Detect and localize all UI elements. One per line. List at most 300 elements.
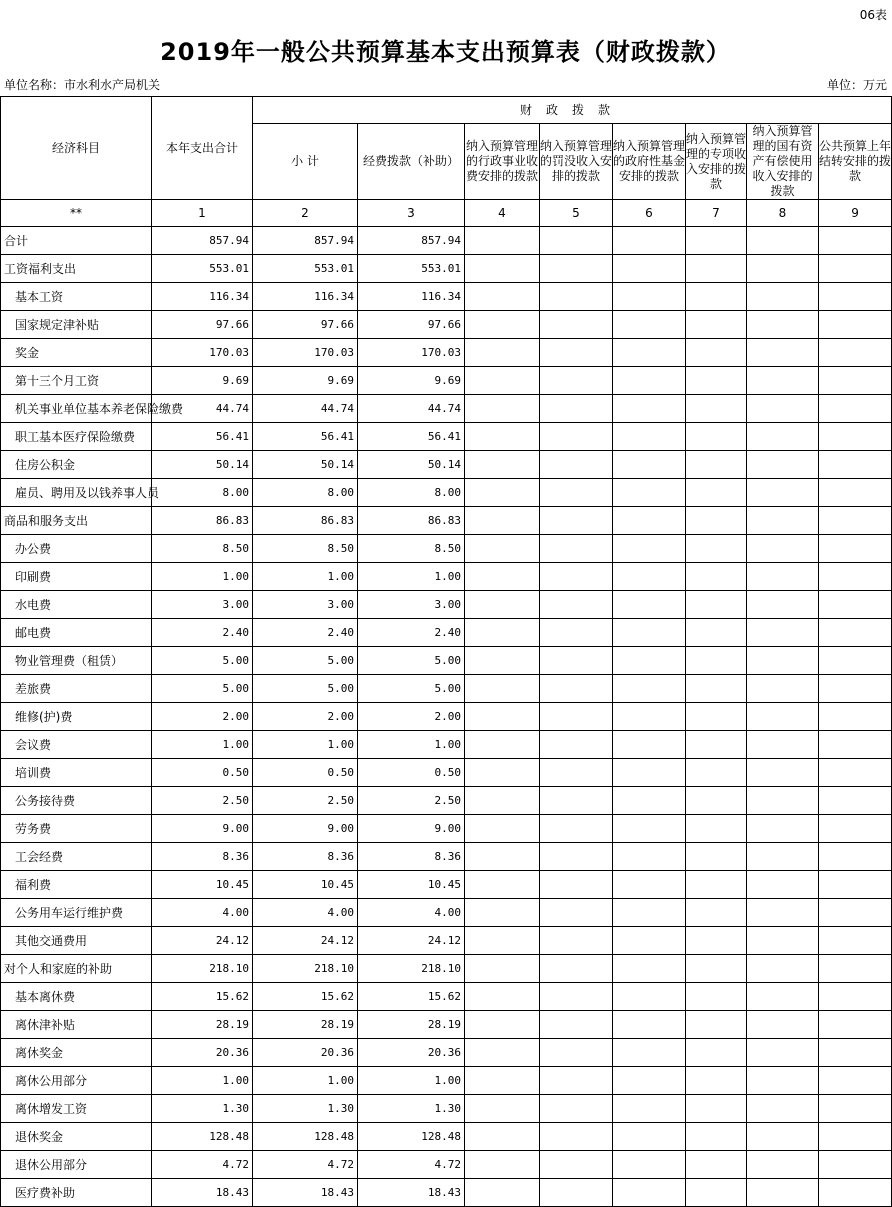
empty-cell xyxy=(747,815,819,843)
empty-cell xyxy=(613,1179,686,1207)
empty-cell xyxy=(465,871,540,899)
row-subtotal: 116.34 xyxy=(253,283,358,311)
row-funding: 20.36 xyxy=(358,1039,465,1067)
column-index: 1 xyxy=(152,200,253,227)
empty-cell xyxy=(747,535,819,563)
empty-cell xyxy=(465,1039,540,1067)
empty-cell xyxy=(465,731,540,759)
row-funding: 3.00 xyxy=(358,591,465,619)
empty-cell xyxy=(540,927,613,955)
empty-cell xyxy=(613,647,686,675)
table-row xyxy=(1,899,892,927)
row-subtotal: 5.00 xyxy=(253,675,358,703)
empty-cell xyxy=(686,283,747,311)
row-subtotal: 20.36 xyxy=(253,1039,358,1067)
form-number: 06表 xyxy=(859,8,887,22)
empty-cell xyxy=(465,395,540,423)
row-subtotal: 2.50 xyxy=(253,787,358,815)
empty-cell xyxy=(613,1123,686,1151)
empty-cell xyxy=(819,871,892,899)
row-total: 9.00 xyxy=(152,815,253,843)
table-row xyxy=(1,255,892,283)
row-subtotal: 8.50 xyxy=(253,535,358,563)
row-total: 86.83 xyxy=(152,507,253,535)
column-index: 9 xyxy=(819,200,892,227)
row-total: 2.00 xyxy=(152,703,253,731)
empty-cell xyxy=(465,1179,540,1207)
header-special-income: 纳入预算管理的专项收入安排的拨款 xyxy=(686,124,747,200)
header-funding-group: 财政拨款 xyxy=(253,97,892,124)
empty-cell xyxy=(465,675,540,703)
row-total: 97.66 xyxy=(152,311,253,339)
row-funding: 9.00 xyxy=(358,815,465,843)
row-subject: 离休津补贴 xyxy=(1,1011,152,1039)
empty-cell xyxy=(819,731,892,759)
row-funding: 116.34 xyxy=(358,283,465,311)
currency-unit-label: 单位：万元 xyxy=(826,78,887,92)
row-subject: 离休奖金 xyxy=(1,1039,152,1067)
empty-cell xyxy=(540,1039,613,1067)
row-funding: 18.43 xyxy=(358,1179,465,1207)
empty-cell xyxy=(540,843,613,871)
empty-cell xyxy=(819,339,892,367)
table-row xyxy=(1,339,892,367)
row-total: 3.00 xyxy=(152,591,253,619)
empty-cell xyxy=(819,1095,892,1123)
row-total: 8.50 xyxy=(152,535,253,563)
empty-cell xyxy=(540,423,613,451)
empty-cell xyxy=(540,1151,613,1179)
row-total: 10.45 xyxy=(152,871,253,899)
table-row xyxy=(1,815,892,843)
table-row xyxy=(1,1179,892,1207)
row-funding: 553.01 xyxy=(358,255,465,283)
empty-cell xyxy=(613,619,686,647)
empty-cell xyxy=(819,983,892,1011)
empty-cell xyxy=(613,563,686,591)
empty-cell xyxy=(540,1179,613,1207)
row-total: 15.62 xyxy=(152,983,253,1011)
empty-cell xyxy=(613,1039,686,1067)
empty-cell xyxy=(686,815,747,843)
row-subject: 印刷费 xyxy=(1,563,152,591)
table-row xyxy=(1,927,892,955)
row-total: 44.74 xyxy=(152,395,253,423)
empty-cell xyxy=(686,703,747,731)
row-total: 8.36 xyxy=(152,843,253,871)
empty-cell xyxy=(686,619,747,647)
row-funding: 218.10 xyxy=(358,955,465,983)
row-subtotal: 3.00 xyxy=(253,591,358,619)
row-total: 24.12 xyxy=(152,927,253,955)
header-gov-fund: 纳入预算管理的政府性基金安排的拨款 xyxy=(613,124,686,200)
empty-cell xyxy=(613,451,686,479)
row-funding: 5.00 xyxy=(358,675,465,703)
row-total: 4.72 xyxy=(152,1151,253,1179)
table-row xyxy=(1,563,892,591)
row-funding: 86.83 xyxy=(358,507,465,535)
empty-cell xyxy=(613,479,686,507)
header-funding: 经费拨款（补助） xyxy=(358,124,465,200)
row-total: 857.94 xyxy=(152,227,253,255)
row-subject: 离休增发工资 xyxy=(1,1095,152,1123)
row-subject: 奖金 xyxy=(1,339,152,367)
row-total: 218.10 xyxy=(152,955,253,983)
row-subject: 医疗费补助 xyxy=(1,1179,152,1207)
empty-cell xyxy=(686,507,747,535)
empty-cell xyxy=(465,563,540,591)
row-subject: 物业管理费（租赁） xyxy=(1,647,152,675)
row-subject: 国家规定津补贴 xyxy=(1,311,152,339)
table-row xyxy=(1,311,892,339)
column-index: 5 xyxy=(540,200,613,227)
empty-cell xyxy=(747,927,819,955)
empty-cell xyxy=(465,1095,540,1123)
empty-cell xyxy=(540,1095,613,1123)
empty-cell xyxy=(540,535,613,563)
row-total: 170.03 xyxy=(152,339,253,367)
empty-cell xyxy=(465,1123,540,1151)
empty-cell xyxy=(613,1067,686,1095)
table-row xyxy=(1,1067,892,1095)
empty-cell xyxy=(686,1151,747,1179)
table-row xyxy=(1,367,892,395)
empty-cell xyxy=(465,423,540,451)
empty-cell xyxy=(819,1179,892,1207)
row-funding: 10.45 xyxy=(358,871,465,899)
empty-cell xyxy=(747,255,819,283)
empty-cell xyxy=(686,843,747,871)
row-subtotal: 128.48 xyxy=(253,1123,358,1151)
empty-cell xyxy=(686,395,747,423)
empty-cell xyxy=(686,955,747,983)
empty-cell xyxy=(686,255,747,283)
empty-cell xyxy=(613,367,686,395)
empty-cell xyxy=(613,1151,686,1179)
empty-cell xyxy=(686,535,747,563)
empty-cell xyxy=(747,451,819,479)
table-row xyxy=(1,731,892,759)
empty-cell xyxy=(613,759,686,787)
column-index: 6 xyxy=(613,200,686,227)
column-index: 7 xyxy=(686,200,747,227)
empty-cell xyxy=(540,283,613,311)
row-subject: 住房公积金 xyxy=(1,451,152,479)
empty-cell xyxy=(747,899,819,927)
row-subtotal: 8.00 xyxy=(253,479,358,507)
empty-cell xyxy=(686,1095,747,1123)
empty-cell xyxy=(747,1095,819,1123)
empty-cell xyxy=(465,703,540,731)
empty-cell xyxy=(613,255,686,283)
row-funding: 1.00 xyxy=(358,731,465,759)
empty-cell xyxy=(613,283,686,311)
table-row xyxy=(1,283,892,311)
empty-cell xyxy=(819,1011,892,1039)
empty-cell xyxy=(540,647,613,675)
row-total: 2.50 xyxy=(152,787,253,815)
empty-cell xyxy=(819,675,892,703)
header-subtotal: 小 计 xyxy=(253,124,358,200)
empty-cell xyxy=(465,367,540,395)
row-subject: 合计 xyxy=(1,227,152,255)
row-subtotal: 857.94 xyxy=(253,227,358,255)
row-funding: 1.30 xyxy=(358,1095,465,1123)
table-row xyxy=(1,1123,892,1151)
row-subtotal: 9.00 xyxy=(253,815,358,843)
row-funding: 128.48 xyxy=(358,1123,465,1151)
empty-cell xyxy=(613,311,686,339)
row-funding: 56.41 xyxy=(358,423,465,451)
empty-cell xyxy=(686,1123,747,1151)
row-subject: 雇员、聘用及以钱养事人员 xyxy=(1,479,152,507)
row-funding: 857.94 xyxy=(358,227,465,255)
empty-cell xyxy=(747,395,819,423)
empty-cell xyxy=(686,871,747,899)
row-subject: 基本离休费 xyxy=(1,983,152,1011)
row-subject: 工会经费 xyxy=(1,843,152,871)
row-subject: 工资福利支出 xyxy=(1,255,152,283)
empty-cell xyxy=(540,815,613,843)
empty-cell xyxy=(465,311,540,339)
row-subtotal: 2.00 xyxy=(253,703,358,731)
table-row xyxy=(1,787,892,815)
table-row xyxy=(1,619,892,647)
table-row xyxy=(1,395,892,423)
table-row xyxy=(1,1011,892,1039)
empty-cell xyxy=(819,395,892,423)
empty-cell xyxy=(613,703,686,731)
row-subtotal: 86.83 xyxy=(253,507,358,535)
row-subject: 退休奖金 xyxy=(1,1123,152,1151)
empty-cell xyxy=(613,1011,686,1039)
row-subtotal: 50.14 xyxy=(253,451,358,479)
row-total: 4.00 xyxy=(152,899,253,927)
empty-cell xyxy=(540,955,613,983)
row-funding: 1.00 xyxy=(358,563,465,591)
empty-cell xyxy=(540,507,613,535)
empty-cell xyxy=(819,1123,892,1151)
empty-cell xyxy=(465,619,540,647)
empty-cell xyxy=(747,1151,819,1179)
empty-cell xyxy=(747,1123,819,1151)
row-funding: 50.14 xyxy=(358,451,465,479)
empty-cell xyxy=(613,507,686,535)
empty-cell xyxy=(540,731,613,759)
empty-cell xyxy=(747,367,819,395)
empty-cell xyxy=(613,339,686,367)
row-subject: 职工基本医疗保险缴费 xyxy=(1,423,152,451)
empty-cell xyxy=(819,535,892,563)
row-subtotal: 2.40 xyxy=(253,619,358,647)
row-total: 553.01 xyxy=(152,255,253,283)
row-funding: 4.00 xyxy=(358,899,465,927)
row-total: 18.43 xyxy=(152,1179,253,1207)
row-total: 9.69 xyxy=(152,367,253,395)
row-subtotal: 97.66 xyxy=(253,311,358,339)
row-subject: 维修(护)费 xyxy=(1,703,152,731)
row-subtotal: 1.30 xyxy=(253,1095,358,1123)
row-funding: 8.36 xyxy=(358,843,465,871)
empty-cell xyxy=(747,1179,819,1207)
table-row xyxy=(1,479,892,507)
empty-cell xyxy=(465,227,540,255)
row-subtotal: 4.72 xyxy=(253,1151,358,1179)
empty-cell xyxy=(747,787,819,815)
row-total: 28.19 xyxy=(152,1011,253,1039)
row-total: 2.40 xyxy=(152,619,253,647)
empty-cell xyxy=(465,451,540,479)
empty-cell xyxy=(465,507,540,535)
row-subtotal: 15.62 xyxy=(253,983,358,1011)
row-funding: 8.50 xyxy=(358,535,465,563)
row-funding: 24.12 xyxy=(358,927,465,955)
row-subtotal: 1.00 xyxy=(253,563,358,591)
empty-cell xyxy=(747,731,819,759)
empty-cell xyxy=(540,451,613,479)
empty-cell xyxy=(613,227,686,255)
row-subtotal: 28.19 xyxy=(253,1011,358,1039)
row-funding: 2.40 xyxy=(358,619,465,647)
empty-cell xyxy=(747,955,819,983)
empty-cell xyxy=(540,675,613,703)
header-admin-fee: 纳入预算管理的行政事业收费安排的拨款 xyxy=(465,124,540,200)
row-subject: 离休公用部分 xyxy=(1,1067,152,1095)
empty-cell xyxy=(747,619,819,647)
row-total: 128.48 xyxy=(152,1123,253,1151)
table-row xyxy=(1,759,892,787)
empty-cell xyxy=(613,395,686,423)
header-total: 本年支出合计 xyxy=(152,97,253,200)
row-subtotal: 8.36 xyxy=(253,843,358,871)
empty-cell xyxy=(540,479,613,507)
empty-cell xyxy=(465,339,540,367)
table-row xyxy=(1,983,892,1011)
empty-cell xyxy=(819,815,892,843)
empty-cell xyxy=(540,899,613,927)
empty-cell xyxy=(686,563,747,591)
empty-cell xyxy=(686,227,747,255)
row-subtotal: 1.00 xyxy=(253,1067,358,1095)
row-funding: 0.50 xyxy=(358,759,465,787)
empty-cell xyxy=(465,255,540,283)
empty-cell xyxy=(819,759,892,787)
empty-cell xyxy=(747,675,819,703)
row-total: 1.00 xyxy=(152,563,253,591)
row-subtotal: 553.01 xyxy=(253,255,358,283)
empty-cell xyxy=(819,619,892,647)
empty-cell xyxy=(465,843,540,871)
empty-cell xyxy=(819,563,892,591)
empty-cell xyxy=(747,1067,819,1095)
row-subject: 福利费 xyxy=(1,871,152,899)
row-subject: 公务接待费 xyxy=(1,787,152,815)
empty-cell xyxy=(747,871,819,899)
empty-cell xyxy=(613,955,686,983)
table-row xyxy=(1,423,892,451)
empty-cell xyxy=(819,451,892,479)
table-row xyxy=(1,955,892,983)
row-funding: 97.66 xyxy=(358,311,465,339)
empty-cell xyxy=(686,311,747,339)
row-subject: 劳务费 xyxy=(1,815,152,843)
empty-cell xyxy=(686,927,747,955)
table-row xyxy=(1,1151,892,1179)
row-subject: 商品和服务支出 xyxy=(1,507,152,535)
empty-cell xyxy=(465,479,540,507)
empty-cell xyxy=(686,591,747,619)
empty-cell xyxy=(540,255,613,283)
empty-cell xyxy=(747,843,819,871)
empty-cell xyxy=(613,927,686,955)
row-subject: 对个人和家庭的补助 xyxy=(1,955,152,983)
row-subject: 公务用车运行维护费 xyxy=(1,899,152,927)
column-index: 4 xyxy=(465,200,540,227)
empty-cell xyxy=(686,339,747,367)
row-total: 1.30 xyxy=(152,1095,253,1123)
empty-cell xyxy=(747,507,819,535)
empty-cell xyxy=(819,283,892,311)
row-subtotal: 218.10 xyxy=(253,955,358,983)
empty-cell xyxy=(465,1011,540,1039)
empty-cell xyxy=(613,591,686,619)
empty-cell xyxy=(465,591,540,619)
table-row xyxy=(1,675,892,703)
empty-cell xyxy=(747,983,819,1011)
row-subtotal: 10.45 xyxy=(253,871,358,899)
row-funding: 44.74 xyxy=(358,395,465,423)
row-subject: 基本工资 xyxy=(1,283,152,311)
empty-cell xyxy=(747,591,819,619)
empty-cell xyxy=(747,1011,819,1039)
column-index: 8 xyxy=(747,200,819,227)
empty-cell xyxy=(747,423,819,451)
empty-cell xyxy=(747,339,819,367)
row-total: 20.36 xyxy=(152,1039,253,1067)
empty-cell xyxy=(540,339,613,367)
row-subtotal: 1.00 xyxy=(253,731,358,759)
row-total: 8.00 xyxy=(152,479,253,507)
empty-cell xyxy=(465,1151,540,1179)
empty-cell xyxy=(686,675,747,703)
row-total: 56.41 xyxy=(152,423,253,451)
empty-cell xyxy=(613,423,686,451)
empty-cell xyxy=(540,367,613,395)
empty-cell xyxy=(747,563,819,591)
empty-cell xyxy=(819,955,892,983)
row-total: 0.50 xyxy=(152,759,253,787)
row-subject: 培训费 xyxy=(1,759,152,787)
empty-cell xyxy=(747,703,819,731)
empty-cell xyxy=(613,535,686,563)
empty-cell xyxy=(819,1067,892,1095)
empty-cell xyxy=(686,423,747,451)
row-subject: 会议费 xyxy=(1,731,152,759)
empty-cell xyxy=(686,731,747,759)
table-row xyxy=(1,227,892,255)
empty-cell xyxy=(465,983,540,1011)
empty-cell xyxy=(540,1067,613,1095)
empty-cell xyxy=(747,227,819,255)
empty-cell xyxy=(686,1179,747,1207)
row-funding: 170.03 xyxy=(358,339,465,367)
empty-cell xyxy=(686,1011,747,1039)
table-row xyxy=(1,1095,892,1123)
empty-cell xyxy=(540,619,613,647)
empty-cell xyxy=(613,983,686,1011)
row-funding: 15.62 xyxy=(358,983,465,1011)
table-row xyxy=(1,451,892,479)
